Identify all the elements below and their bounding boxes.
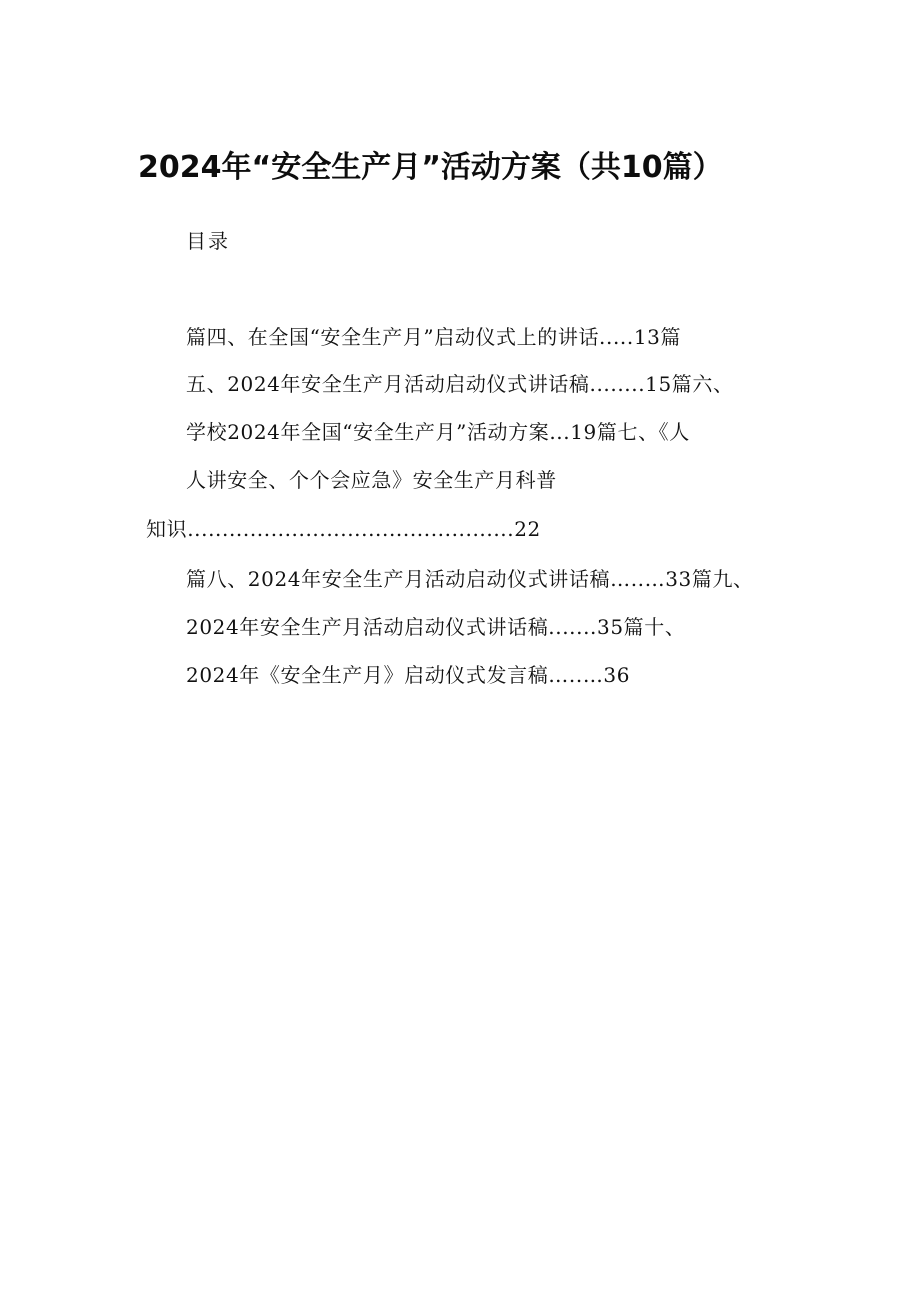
toc-line: 学校2024年全国“安全生产月”活动方案...19篇七、《人: [186, 420, 690, 444]
toc-line: 人讲安全、个个会应急》安全生产月科普: [186, 468, 557, 492]
toc-line: 2024年《安全生产月》启动仪式发言稿…..…36: [186, 663, 631, 687]
toc-heading: 目录: [186, 229, 230, 253]
toc-line: 2024年安全生产月活动启动仪式讲话稿.......35篇十、: [186, 615, 686, 639]
toc-line: 知识...............................................22: [146, 517, 541, 541]
document-title: 2024年“安全生产月”活动方案（共10篇）: [138, 150, 723, 185]
toc-line: 篇四、在全国“安全生产月”启动仪式上的讲话.....13篇: [186, 325, 682, 349]
toc-line: 五、2024年安全生产月活动启动仪式讲话稿........15篇六、: [186, 372, 734, 396]
toc-line: 篇八、2024年安全生产月活动启动仪式讲话稿…..…33篇九、: [186, 567, 754, 591]
